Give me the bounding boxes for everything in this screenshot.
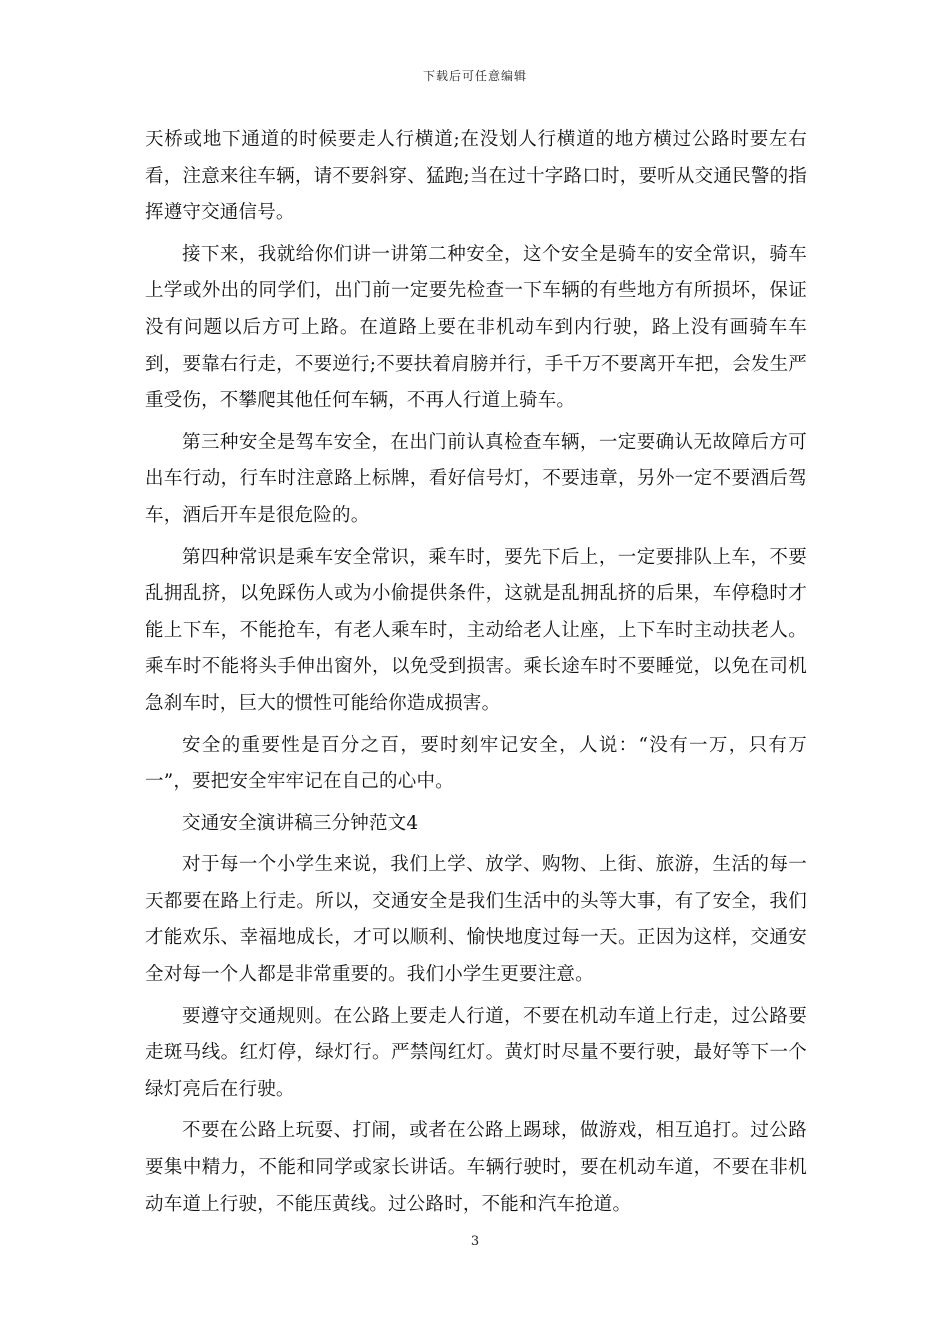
paragraph-driving-safety: 第三种安全是驾车安全，在出门前认真检查车辆，一定要确认无故障后方可出车行动，行车时注意路上标牌，看好信号灯，不要违章，另外一定不要酒后驾车，酒后开车是很危险的。 — [145, 431, 807, 526]
paragraph-importance: 安全的重要性是百分之百，要时刻牢记安全，人说：“没有一万，只有万一”，要把安全牢牢记在自己的心中。 — [145, 734, 807, 793]
paragraph-no-playing: 不要在公路上玩耍、打闹，或者在公路上踢球，做游戏，相互追打。过公路要集中精力，不能和同学或家长讲话。车辆行驶时，要在机动车道，不要在非机动车道上行驶，不能压黄线。过公路时，不能和汽车抢道。 — [145, 1120, 807, 1215]
paragraph-riding-safety: 第四种常识是乘车安全常识，乘车时，要先下后上，一定要排队上车，不要乱拥乱挤，以免踩伤人或为小偷提供条件，这就是乱拥乱挤的后果，车停稳时才能上下车，不能抢车，有老人乘车时，主动给老人让座，上下车时主动扶老人。乘车时不能将头手伸出窗外，以免受到损害。乘长途车时不要睡觉，以免在司机急刹车时，巨大的惯性可能给你造成损害。 — [145, 546, 807, 714]
paragraph-traffic-rules: 要遵守交通规则。在公路上要走人行道，不要在机动车道上行走，过公路要走斑马线。红灯停，绿灯行。严禁闯红灯。黄灯时尽量不要行驶，最好等下一个绿灯亮后在行驶。 — [145, 1005, 807, 1100]
page-number: 3 — [470, 1234, 480, 1249]
document-body — [145, 122, 807, 1228]
page-header: 下载后可任意编辑 — [422, 69, 527, 83]
section-heading: 交通安全演讲稿三分钟范文4 — [182, 812, 419, 834]
paragraph-cycling-safety: 接下来，我就给你们讲一讲第二种安全，这个安全是骑车的安全常识，骑车上学或外出的同学们，出门前一定要先检查一下车辆的有些地方有所损坏，保证没有问题以后方可上路。在道路上要在非机动车到内行驶，路上没有画骑车车到，要靠右行走，不要逆行;不要扶着肩膀并行，手千万不要离开车把，会发生严重受伤，不攀爬其他任何车辆，不再人行道上骑车。 — [145, 243, 807, 412]
paragraph-continued: 天桥或地下通道的时候要走人行横道;在没划人行横道的地方横过公路时要左右看，注意来往车辆，请不要斜穿、猛跑;当在过十字路口时，要听从交通民警的指挥遵守交通信号。 — [145, 129, 807, 224]
paragraph-students: 对于每一个小学生来说，我们上学、放学、购物、上街、旅游，生活的每一天都要在路上行走。所以，交通安全是我们生活中的头等大事，有了安全，我们才能欢乐、幸福地成长，才可以顺利、愉快地度过每一天。正因为这样，交通安全对每一个人都是非常重要的。我们小学生更要注意。 — [145, 854, 807, 986]
